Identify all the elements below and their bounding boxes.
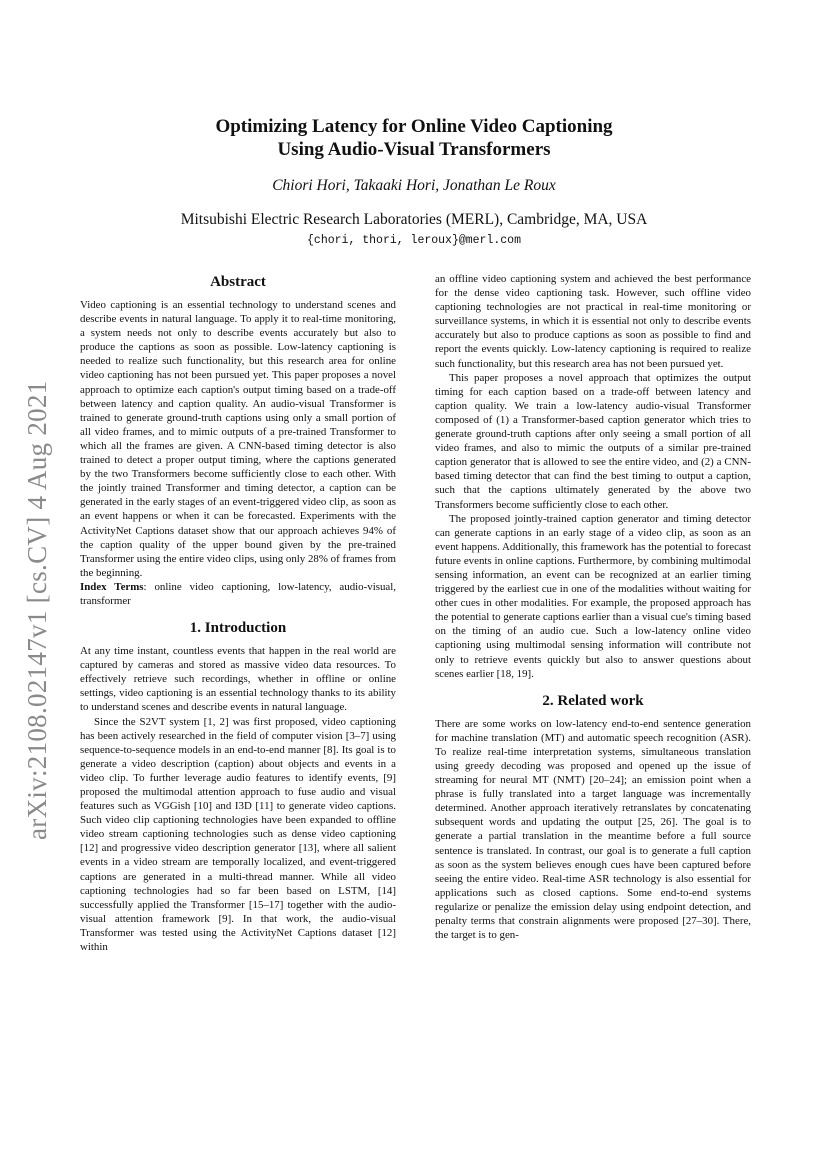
intro-paragraph-3: an offline video captioning system and achieved the best performance for the dense video captioning task. However, such offline video captioning technologies are not practical in real-time monitoring or surveillance systems, in which it is essential not only to describe events accurately but also to produce captions as soon as possible to find and report the events quickly. Low-latency captioning is required to realize such functionality, but this research area has not been pursued yet. <box>435 273 751 370</box>
affiliation: Mitsubishi Electric Research Laboratories (MERL), Cambridge, MA, USA <box>180 211 648 228</box>
intro-heading: 1. Introduction <box>189 620 287 637</box>
intro-paragraph-5: The proposed jointly-trained caption generator and timing detector can generate captions in an early stage of a video clip, as soon as an event happens. Additionally, this framework has the potential to forecast future events in online captions. Furthermore, by combining multimodal sensing information, an event can be recognized at an earlier timing triggered by the earliest cue in one of the modalities without waiting for other cues in other modalities. For example, the proposed approach has the potential to generate captions earlier than a visual cue's timing based on the timing of an audio cue. Such a low-latency online video captioning using multimodal sensing information will contribute not only to retrieve events quickly but also to answer questions about scenes earlier [18, 19]. <box>435 512 751 680</box>
related-work-heading: 2. Related work <box>542 692 644 709</box>
intro-paragraph-1: At any time instant, countless events that happen in the real world are captured by cameras and stored as massive video data resources. To effectively retrieve such recordings, whether in offline or online settings, video captioning is an essential technology thanks to its ability to understand scenes and describe events in natural language. <box>80 645 396 714</box>
title-line-1: Optimizing Latency for Online Video Captioning <box>215 116 613 137</box>
abstract-heading: Abstract <box>210 274 266 290</box>
right-column <box>435 272 751 942</box>
authors: Chiori Hori, Takaaki Hori, Jonathan Le Roux <box>272 177 556 194</box>
intro-paragraph-2: Since the S2VT system [1, 2] was first proposed, video captioning has been actively researched in the field of computer vision [3–7] using sequence-to-sequence models in an end-to-end manner [8]. Its goal is to generate a video description (caption) about objects and events in a video clip. To further leverage audio features to identify events, [9] proposed the multimodal attention approach to fuse audio and visual features such as VGGish [10] and I3D [11] to generate video captions. Such video clip captioning technologies have been expanded to offline video stream captioning technologies such as dense video captioning [12] and progressive video description generator [13], where all salient events in a video stream are temporally localized, and event-triggered captions are generated in a multi-thread manner. While all video captioning technologies had so far been based on LSTM, [14] successfully applied the Transformer [15–17] together with the audio-visual attention framework [9]. In that work, the audio-visual Transformer was tested using the ActivityNet Captions dataset [12] within <box>80 715 396 954</box>
title-line-2: Using Audio-Visual Transformers <box>277 139 551 160</box>
index-terms-label: Index Terms <box>80 580 144 593</box>
intro-paragraph-4: This paper proposes a novel approach that optimizes the output timing for each caption based on a trade-off between latency and caption quality. We train a low-latency audio-visual Transformer composed of (1) a Transformer-based caption generator which tries to generate ground-truth captions after only seeing a small portion of all video frames, and also to mimic the outputs of a similar pre-trained caption generator that is allowed to see the entire video, and (2) a CNN-based timing detector that can find the best timing to output a caption, such that the captions ultimately generated by the above two Transformers become sufficiently close to each other. <box>435 371 751 511</box>
index-terms-text: : online video captioning, low-latency, audio-visual, transformer <box>80 580 396 607</box>
left-column <box>80 272 396 954</box>
abstract-text: Video captioning is an essential technology to understand scenes and describe events in natural language. To apply it to real-time monitoring, a system needs not only to describe events accurately but also to produce the captions as soon as possible. Low-latency captioning is needed to realize such functionality, but this research area for online video captioning has not been pursued yet. This paper proposes a novel approach to optimize each caption's output timing based on a trade-off between latency and caption quality. An audio-visual Transformer is trained to generate ground-truth captions using only a small portion of all video frames, and to mimic outputs of a pre-trained Transformer to which all the frames are given. A CNN-based timing detector is also trained to detect a proper output timing, where the captions generated by the two Transformers become sufficiently close to each other. With the jointly trained Transformer and timing detector, a caption can be generated in the early stages of an event-triggered video clip, as soon as an event happens or when it can be forecasted. Experiments with the ActivityNet Captions dataset show that our approach achieves 94% of the caption quality of the upper bound given by the pre-trained Transformer using the entire video clips, using only 28% of frames from the beginning. <box>80 299 396 579</box>
paper-title <box>114 115 714 161</box>
related-work-paragraph: There are some works on low-latency end-to-end sentence generation for machine translation (MT) and automatic speech recognition (ASR). To realize real-time interpretation systems, simultaneous translation using greedy decoding was proposed and opened up the issue of streaming for neural MT (NMT) [20–24]; an emission point when a phrase is fully translated into a target language was incrementally determined. Another approach iteratively retranslates by concatenating subsequent words and updating the output [25, 26]. The goal is to generate a partial translation in the meantime before a full source sentence is translated. In contrast, our goal is to generate a full caption as soon as the system believes enough cues have been captured before seeing the entire video. Real-time ASR technology is also essential for applications such as closed captions. Some end-to-end systems regularize or penalize the emission delay using endpoint detection, and penalty terms that constrain alignments were proposed [27–30]. There, the target is to gen- <box>435 717 751 942</box>
email: {chori, thori, leroux}@merl.com <box>307 234 521 247</box>
arxiv-id-text: arXiv:2108.02147v1 [cs.CV] 4 Aug 2021 <box>22 380 52 840</box>
index-terms <box>80 580 396 608</box>
